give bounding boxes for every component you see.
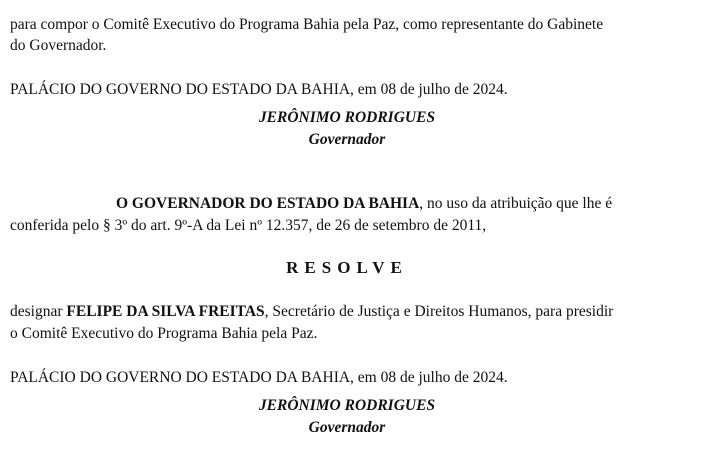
paragraph-line: conferida pelo § 3º do art. 9º-A da Lei nº 12.357, de 26 de setembro de 2011, [10, 217, 487, 234]
resolve-heading: RESOLVE [286, 258, 408, 277]
designation-text: , Secretário de Justiça e Direitos Humanos, para presidir [264, 303, 614, 320]
paragraph-line: o Comitê Executivo do Programa Bahia pela Paz. [10, 325, 318, 342]
decree-intro [116, 194, 612, 214]
signer-title: Governador [308, 419, 386, 436]
signer-title: Governador [308, 131, 386, 148]
issuer-name: O GOVERNADOR DO ESTADO DA BAHIA [116, 195, 420, 212]
signer-name: JERÔNIMO RODRIGUES [258, 397, 436, 414]
paragraph-line: para compor o Comitê Executivo do Programa Bahia pela Paz, como representante do Gabinete [10, 16, 604, 33]
signer-name: JERÔNIMO RODRIGUES [258, 109, 436, 126]
place-date: PALÁCIO DO GOVERNO DO ESTADO DA BAHIA, em 08 de julho de 2024. [10, 81, 508, 98]
place-date: PALÁCIO DO GOVERNO DO ESTADO DA BAHIA, em 08 de julho de 2024. [10, 369, 508, 386]
designation-line [10, 302, 613, 322]
paragraph-line: do Governador. [10, 37, 107, 54]
designee-name: FELIPE DA SILVA FREITAS [66, 303, 265, 320]
designar-text: designar [10, 303, 67, 320]
intro-text: , no uso da atribuição que lhe é [419, 195, 613, 212]
